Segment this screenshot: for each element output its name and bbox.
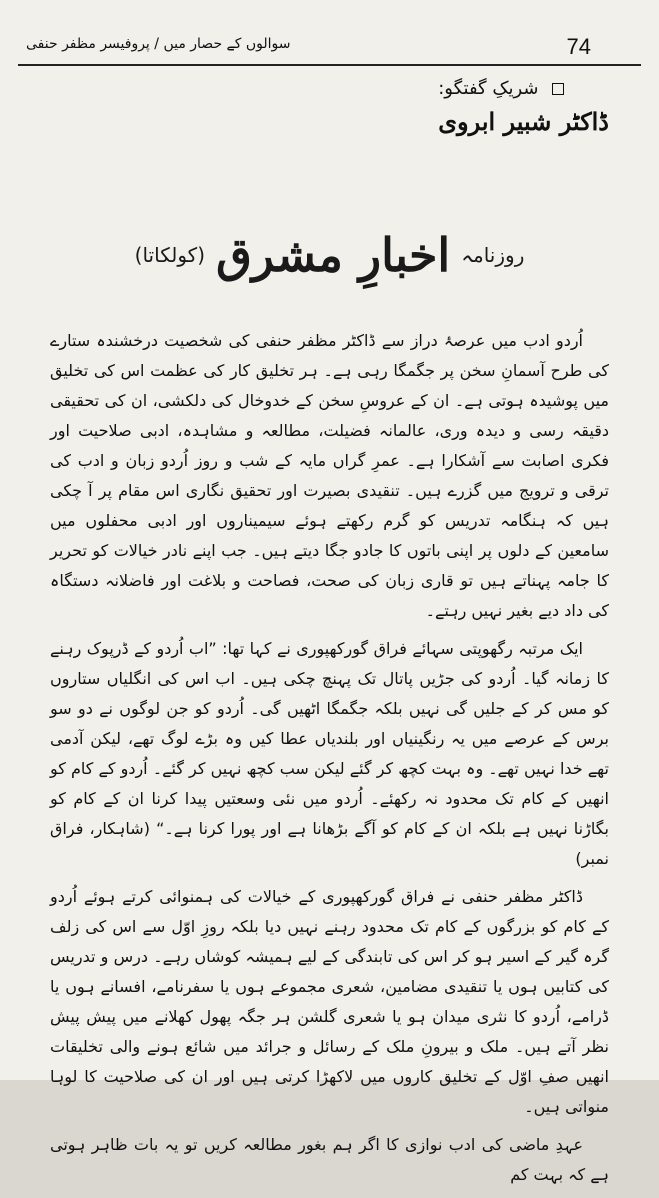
checkbox-icon <box>552 83 564 95</box>
page-header <box>18 28 641 66</box>
participant-label-line <box>438 78 609 99</box>
article-body <box>50 326 609 1198</box>
body-paragraph: ایک مرتبہ رگھوپتی سہائے فراق گورکھپوری نے کہا تھا: ”اب اُردو کے ڈرپوک رہنے کا زمانہ گیا۔ اُردو کی جڑیں پاتال تک پہنچ چکی ہیں۔ اب اس کی انگلیاں ستاروں کو مس کر کے جلیں گی نہیں بلکہ جگمگا اٹھیں گی۔ اُردو کو جن لوگوں نے دو سو برس کے عرصے میں یہ رنگینیاں اور بلندیاں عطا کیں وہ بڑے لوگ تھے، لیکن آدمی تھے خدا نہیں تھے۔ وہ بہت کچھ کر گئے لیکن سب کچھ نہیں کر گئے۔ اُردو کے کام کو انھیں کے کام تک محدود نہ رکھئے۔ اُردو میں نئی وسعتیں پیدا کرنا ان کے کام کو بگاڑنا نہیں ہے بلکہ ان کے کام کو آگے بڑھانا ہے اور پورا کرنا ہے۔“ (شاہکار، فراق نمبر) <box>50 639 609 868</box>
participant-name: ڈاکٹر شبیر ابروی <box>438 107 609 136</box>
body-paragraph: عہدِ ماضی کی ادب نوازی کا اگر ہم بغور مطالعہ کریں تو یہ بات ظاہر ہوتی ہے کہ بہت کم <box>50 1135 609 1184</box>
body-paragraph: اُردو ادب میں عرصۂ دراز سے ڈاکٹر مظفر حنفی کی شخصیت درخشندہ ستارے کی طرح آسمانِ سخن پر جگمگا رہی ہے۔ ہر تخلیق کار کی عظمت اس کی تخلیق میں پوشیدہ ہوتی ہے۔ ان کے عروسِ سخن کے خدوخال کی دلکشی، ان کی تحقیقی دقیقہ رسی و دیدہ وری، عالمانہ فضیلت، مطالعہ و مشاہدہ، ادبی صلاحیت اور فکری اصابت سے آشکارا ہے۔ عمرِ گراں مایہ کے شب و روز اُردو زبان و ادب کی ترقی و ترویج میں گزرے ہیں۔ تنقیدی بصیرت اور تحقیق نگاری اس مقام پر آ چکی ہیں کہ ہنگامہ تدریس کو گرم رکھتے ہوئے سیمیناروں اور ادبی محفلوں میں سامعین کے دلوں پر اپنی باتوں کا جادو جگا دیتے ہیں۔ جب اپنے نادر خیالات کو تحریر کا جامہ پہناتے ہیں تو قاری زبان کی صحت، فصاحت و بلاغت اور فاضلانہ دستگاہ کی داد دیے بغیر نہیں رہتے۔ <box>50 331 609 620</box>
title-main: اخبارِ مشرق <box>216 228 451 282</box>
running-head: سوالوں کے حصار میں / پروفیسر مظفر حنفی <box>26 36 291 52</box>
participant-block <box>438 78 609 136</box>
title-suffix: (کولکاتا) <box>134 243 205 267</box>
title-prefix: روزنامہ <box>461 243 525 267</box>
page-number: 74 <box>566 34 591 59</box>
participant-label: شریکِ گفتگو: <box>438 78 539 99</box>
body-paragraph: ڈاکٹر مظفر حنفی نے فراق گورکھپوری کے خیالات کی ہمنوائی کرتے ہوئے اُردو کے کام کو بزرگوں کے کام تک محدود رہنے نہیں دیا بلکہ روزِ اوّل سے اس کی زلف گرہ گیر کے اسیر ہو کر اس کی تابندگی کے لیے ہمیشہ کوشاں رہے۔ درس و تدریس کی کتابیں ہوں یا تنقیدی مضامین، شعری مجموعے ہوں یا سفرنامے، افسانے ہوں یا ڈرامے، اُردو کا نثری میدان ہو یا شعری گلشن ہر جگہ پھول کھلانے میں پیش پیش نظر آتے ہیں۔ ملک و بیرونِ ملک کے رسائل و جرائد میں شائع ہونے والی تخلیقات انھیں صفِ اوّل کے تخلیق کاروں میں لاکھڑا کرتی ہیں اور ان کی صلاحیت کا لوہا منواتی ہیں۔ <box>50 887 609 1116</box>
article-title <box>0 228 659 282</box>
